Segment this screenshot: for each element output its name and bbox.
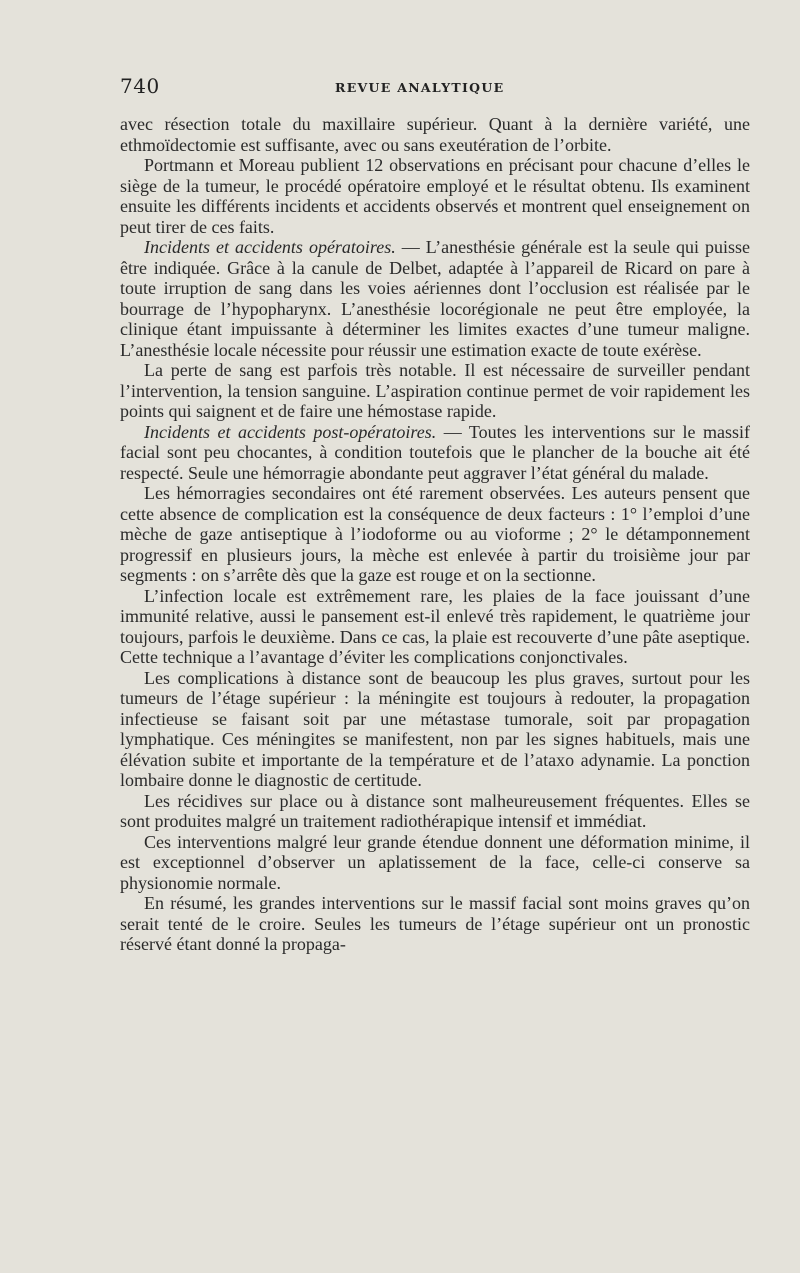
running-title: REVUE ANALYTIQUE: [335, 80, 505, 95]
paragraph-distant-complications: Les complications à distance sont de beaucoup les plus graves, surtout pour les tumeurs de l’étage supérieur : la méningite est toujours à redouter, la propagation infectieuse se faisant soit par une métastase tumorale, soit par propagation lymphatique. Ces méningites se manifestent, non par les signes habituels, mais une élévation subite et importante de la température et de l’ataxo adynamie. La ponction lombaire donne le diagnostic de certitude.: [120, 667, 750, 790]
paragraph-summary: En résumé, les grandes interventions sur le massif facial sont moins graves qu’on serait tenté de le croire. Seules les tumeurs de l’étage supérieur ont un pronostic réservé étant donné la propaga-: [120, 893, 750, 954]
paragraph-recurrences: Les récidives sur place ou à distance sont malheureusement fréquentes. Elles se sont produites malgré un traitement radiothérapique intensif et immédiat.: [120, 790, 750, 831]
page-number: 740: [120, 74, 160, 98]
section-heading-operative: Incidents et accidents opératoires.: [144, 237, 396, 257]
paragraph-observations: Portmann et Moreau publient 12 observations en précisant pour chacune d’elles le siège de la tumeur, le procédé opératoire employé et le résultat obtenu. Ils examinent ensuite les différents incidents et accidents observés et montrent quel enseignement on peut tirer de ces faits.: [120, 155, 750, 237]
section-heading-postoperative: Incidents et accidents post-opératoires.: [144, 421, 437, 442]
paragraph-resection: avec résection totale du maxillaire supérieur. Quant à la dernière variété, une ethmoïdectomie est suffisante, avec ou sans exeutération de l’orbite.: [120, 114, 750, 155]
paragraph-hemorrhages: Les hémorragies secondaires ont été rarement observées. Les auteurs pensent que cette absence de complication est la conséquence de deux facteurs : 1° l’emploi d’une mèche de gaze antiseptique à l’iodoforme ou au vioforme ; 2° le détamponnement progressif en plusieurs jours, la mèche est enlevée à partir du troisième jour par segments : on s’arrête dès que la gaze est rouge et on la sectionne.: [120, 483, 750, 585]
paragraph-infection: L’infection locale est extrêmement rare, les plaies de la face jouissant d’une immunité relative, aussi le pansement est-il enlevé très rapidement, le quatrième jour toujours, parfois le deuxième. Dans ce cas, la plaie est recouverte d’une pâte aseptique. Cette technique a l’avantage d’éviter les complications conjonctivales.: [120, 585, 750, 667]
page-header: [120, 72, 750, 102]
paragraph-postoperative-incidents: Incidents et accidents post-opératoires. — Toutes les interventions sur le massif facial sont peu chocantes, à condition toutefois que le plancher de la bouche ait été respecté. Seule une hémorragie abondante peut aggraver l’état général du malade.: [120, 421, 750, 483]
article-body: [120, 114, 750, 955]
paragraph-deformation: Ces interventions malgré leur grande étendue donnent une déformation minime, il est exceptionnel d’observer un aplatissement de la face, celle-ci conserve sa physionomie normale.: [120, 831, 750, 893]
paragraph-operative-incidents: Incidents et accidents opératoires. — L’anesthésie générale est la seule qui puisse être indiquée. Grâce à la canule de Delbet, adaptée à l’appareil de Ricard on pare à toute irruption de sang dans les voies aériennes dont l’occlusion est réalisée par le bourrage de l’hypopharynx. L’anesthésie locorégionale ne peut être employée, la clinique étant impuissante à déterminer les limites exactes d’une tumeur maligne. L’anesthésie locale nécessite pour réussir une estimation exacte de toute exérèse.: [120, 237, 750, 360]
paragraph-blood-loss: La perte de sang est parfois très notable. Il est nécessaire de surveiller pendant l’intervention, la tension sanguine. L’aspiration continue permet de voir rapidement les points qui saignent et de faire une hémostase rapide.: [120, 360, 750, 421]
